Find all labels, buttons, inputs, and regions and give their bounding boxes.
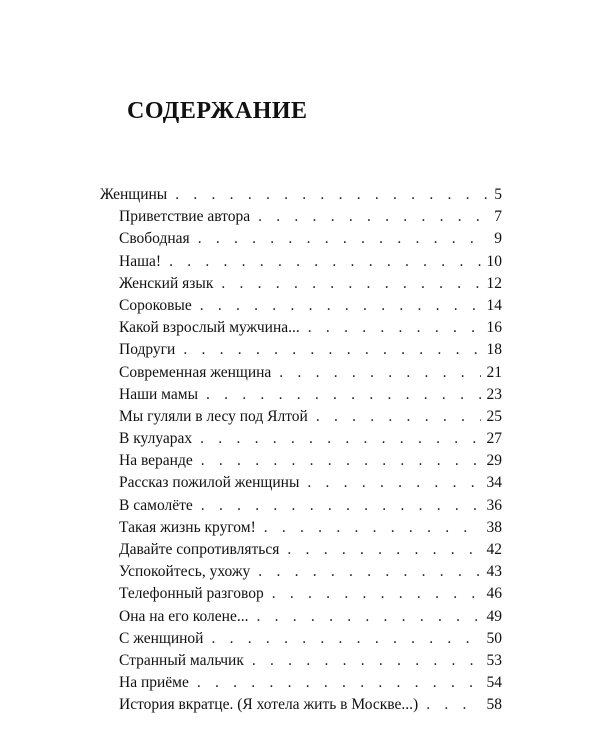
toc-page-number: 7 xyxy=(494,208,502,226)
toc-entry-title: Странный мальчик xyxy=(119,651,244,669)
toc-page-number: 43 xyxy=(486,563,502,581)
toc-entry-title: В кулуарах xyxy=(119,430,193,448)
toc-page-number: 10 xyxy=(486,252,502,270)
toc-page-number: 5 xyxy=(494,186,502,203)
table-of-contents xyxy=(100,184,502,717)
toc-dot-leader xyxy=(221,273,480,295)
toc-dot-leader xyxy=(211,628,480,650)
toc-entry-title: Женский язык xyxy=(119,274,214,292)
toc-entry xyxy=(100,650,502,672)
toc-entry-title: Наша! xyxy=(119,252,162,270)
toc-entry-title: С женщиной xyxy=(119,629,204,647)
toc-entry xyxy=(100,472,502,494)
toc-entry xyxy=(100,694,502,716)
toc-entry-title: Давайте сопротивляться xyxy=(119,541,280,558)
toc-page-number: 53 xyxy=(486,651,502,669)
toc-entry xyxy=(100,339,502,361)
toc-dot-leader xyxy=(197,672,481,694)
toc-dot-leader xyxy=(258,561,480,583)
toc-entry-title: Какой взрослый мужчина... xyxy=(119,319,300,337)
toc-dot-leader xyxy=(198,228,489,250)
toc-page-number: 23 xyxy=(486,385,502,403)
toc-entry xyxy=(100,583,502,605)
toc-entry-title: На приёме xyxy=(119,674,189,692)
toc-dot-leader xyxy=(256,606,480,628)
toc-page-number: 36 xyxy=(486,496,502,514)
toc-page-number: 50 xyxy=(486,629,502,647)
toc-entry-title: Приветствие автора xyxy=(119,208,251,226)
toc-dot-leader xyxy=(258,206,488,228)
toc-entry xyxy=(100,251,502,273)
toc-page-number: 34 xyxy=(486,474,502,492)
toc-dot-leader xyxy=(206,384,481,406)
toc-entry xyxy=(100,184,502,206)
toc-page-number: 46 xyxy=(486,585,502,603)
toc-entry-title: Такая жизнь кругом! xyxy=(119,518,256,536)
page-title: СОДЕРЖАНИЕ xyxy=(127,98,308,124)
toc-dot-leader xyxy=(307,472,480,494)
toc-entry xyxy=(100,273,502,295)
toc-page-number: 42 xyxy=(486,541,502,558)
toc-entry xyxy=(100,362,502,384)
toc-page-number: 38 xyxy=(486,518,502,536)
toc-dot-leader xyxy=(200,428,480,450)
toc-dot-leader xyxy=(308,317,481,339)
toc-entry xyxy=(100,206,502,228)
toc-dot-leader xyxy=(175,184,488,206)
toc-dot-leader xyxy=(316,406,481,428)
toc-page-number: 27 xyxy=(486,430,502,448)
toc-dot-leader xyxy=(201,495,481,517)
toc-page-number: 49 xyxy=(486,607,502,625)
toc-dot-leader xyxy=(200,295,481,317)
toc-dot-leader xyxy=(201,450,481,472)
toc-entry xyxy=(100,561,502,583)
toc-entry xyxy=(100,384,502,406)
toc-dot-leader xyxy=(183,339,480,361)
toc-page-number: 58 xyxy=(486,696,502,714)
toc-page-number: 12 xyxy=(486,274,502,292)
toc-dot-leader xyxy=(426,694,480,716)
toc-entry xyxy=(100,628,502,650)
toc-entry-title: Наши мамы xyxy=(119,385,198,403)
toc-entry xyxy=(100,539,502,561)
toc-entry-title: Телефонный разговор xyxy=(119,585,264,603)
toc-entry xyxy=(100,317,502,339)
toc-entry xyxy=(100,228,502,250)
toc-entry-title: Сороковые xyxy=(119,296,192,314)
toc-page-number: 18 xyxy=(486,341,502,359)
toc-page-number: 21 xyxy=(486,363,502,381)
toc-page-number: 29 xyxy=(486,452,502,470)
toc-page-number: 16 xyxy=(486,319,502,337)
toc-entry xyxy=(100,517,502,539)
toc-entry xyxy=(100,606,502,628)
toc-entry-title: Подруги xyxy=(119,341,176,359)
toc-dot-leader xyxy=(272,583,481,605)
toc-entry-title: Свободная xyxy=(119,230,190,248)
toc-entry xyxy=(100,450,502,472)
toc-dot-leader xyxy=(279,362,480,384)
toc-entry-title: Современная женщина xyxy=(119,363,272,381)
toc-entry xyxy=(100,406,502,428)
toc-dot-leader xyxy=(169,251,480,273)
toc-entry xyxy=(100,495,502,517)
toc-entry-title: Успокойтесь, ухожу xyxy=(119,563,251,581)
toc-page-number: 25 xyxy=(486,407,502,425)
toc-entry xyxy=(100,672,502,694)
toc-dot-leader xyxy=(252,650,481,672)
toc-entry-title: Рассказ пожилой женщины xyxy=(119,474,300,492)
toc-dot-leader xyxy=(264,517,481,539)
toc-entry-title: Она на его колене... xyxy=(119,607,249,625)
toc-entry xyxy=(100,428,502,450)
toc-entry-title: Женщины xyxy=(100,186,168,203)
toc-page-number: 54 xyxy=(486,674,502,692)
toc-dot-leader xyxy=(287,539,480,561)
toc-page-number: 9 xyxy=(494,230,502,248)
toc-entry-title: История вкратце. (Я хотела жить в Москве...) xyxy=(119,696,419,714)
toc-entry xyxy=(100,295,502,317)
toc-entry-title: На веранде xyxy=(119,452,193,470)
toc-entry-title: Мы гуляли в лесу под Ялтой xyxy=(119,407,308,425)
toc-page-number: 14 xyxy=(486,296,502,314)
toc-entry-title: В самолёте xyxy=(119,496,193,514)
